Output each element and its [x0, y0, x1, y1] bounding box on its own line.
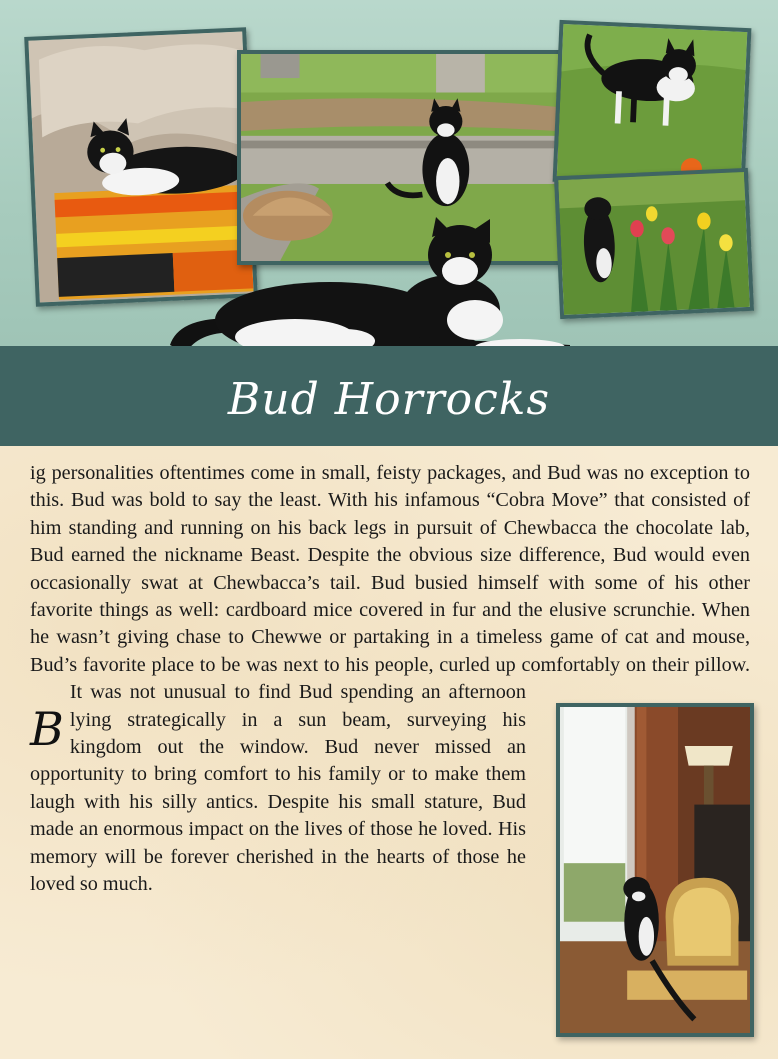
- photo-cat-with-tulips: [554, 168, 754, 319]
- drop-cap: B: [30, 702, 64, 756]
- story-text: [30, 460, 750, 1037]
- title-banner: [0, 346, 778, 446]
- page-title: Bud Horrocks: [227, 373, 551, 425]
- story-body: ig personalities oftentimes come in small, feisty packages, and Bud was no exception to this. Bud was bold to say the least. With his infamous “Cobra Move” that consisted of him standing and running on his back legs in pursuit of Chewbacca the chocolate lab, Bud earned the nickname Beast. Despite the obvious size difference, Bud would even occasionally swat at Chewbacca’s tail. Bud busied himself with some of his other favorite things as well: cardboard mice covered in fur and the elusive scrunchie. When he wasn’t giving chase to Chewwe or partaking in a timeless game of cat and mouse, Bud’s favorite place to be was next to his people, curled up comfortably on their pillow. It was not unusual to find Bud spending an afternoon lying strategically in a sun beam, surveying his kingdom out the window. Bud never missed an opportunity to bring comfort to his family or to make them laugh with his silly antics. Despite his small stature, Bud made an enormous impact on the lives of those he loved. His memory will be forever cherished in the hearts of those he loved so much.: [30, 462, 750, 896]
- photo-cat-on-chair: [556, 703, 754, 1037]
- photo-cat-in-grass: [553, 20, 752, 190]
